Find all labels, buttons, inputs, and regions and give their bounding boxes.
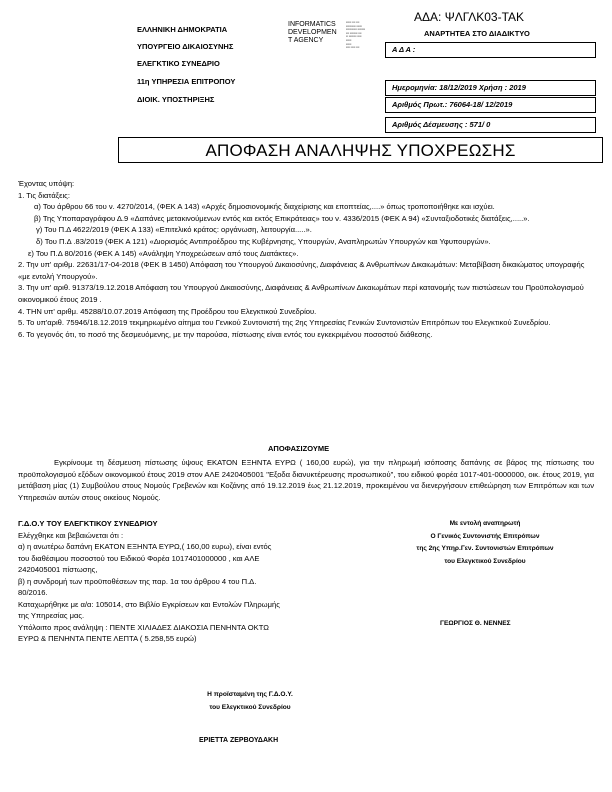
agency-line-2: DEVELOPMEN [288,29,337,36]
gdoy-line-2: α) η ανωτέρω δαπάνη ΕΚΑΤΟΝ ΕΞΗΝΤΑ ΕΥΡΩ,( 160,00 ευρω), είναι εντός του διαθέσιμου ποσοστού του Ειδικού Φορέα 1017401000000 , και ΑΛΕ 2420405001 πίστωσης, [18,542,272,574]
signatory-line-3: της 2ης Υπηρ.Γεν. Συντονιστών Επιτρόπων [416,545,554,552]
intro: Έχοντας υπόψη: [18,179,75,188]
header-line-5: ΔΙΟΙΚ. ΥΠΟΣΤΗΡΙΞΗΣ [137,95,215,104]
item-1b: β) Της Υποπαραγράφου Δ.9 «Δαπάνες μετακινούμενων εντός και εκτός Επικράτειας» του ν. 4336/2015 (ΦΕΚ Α 94) «Συνταξιοδοτικές διατάξεις,.....». [34,213,530,223]
finance-line-2: του Ελεγκτικού Συνεδρίου [209,704,291,711]
item-1: 1. Τις διατάξεις: [18,190,70,200]
gdoy-line-4: Καταχωρήθηκε με α/α: 105014, στο Βιβλίο Εγκρίσεων και Εντολών Πληρωμής της Υπηρεσίας μας. [18,599,280,620]
item-3: 3. Την υπ' αριθ. 91373/19.12.2018 Απόφαση του Υπουργού Δικαιοσύνης, Διαφάνειας & Ανθρωπίνων Δικαιωμάτων περί κατανομής των πιστώσεων του Προϋπολογισμού οικονομικού έτους 2019 . [18,283,584,304]
digital-signature-stamp: ▪▪▪▪▪ ▪▪▪ ▪▪▪ ▪▪▪▪▪▪▪▪▪ ▪▪▪▪▪ ▪▪▪▪▪▪▪▪▪▪ ▪▪▪▪▪▪▪ ▪▪▪ ▪▪▪▪▪▪▪ ▪▪▪ ▪▪ ▪▪▪▪▪▪▪ ▪▪▪▪ ▪▪▪▪▪ ▪▪▪▪▪ ▪▪▪▪ ▪▪▪▪ ▪▪▪ [346,20,365,50]
signatory-line-2: Ο Γενικός Συντονιστής Επιτρόπων [430,532,540,540]
item-5: 5. Το υπ'αριθ. 75946/18.12.2019 τεκμηριωμένο αίτημα του Γενικού Συντονιστή της 2ης Υπηρεσίας Γενικών Συντονιστών Επιτρόπων του Ελεγκτικού Συνεδρίου. [18,318,551,328]
header-line-4: 11η ΥΠΗΡΕΣΙΑ ΕΠΙΤΡΟΠΟΥ [137,77,236,86]
header-line-1: ΕΛΛΗΝΙΚΗ ΔΗΜΟΚΡΑΤΙΑ [137,25,228,34]
signatory-line-4: του Ελεγκτικού Συνεδρίου [444,557,526,565]
ada-box [385,42,596,58]
commitment-box [385,117,596,133]
gdoy-line-3: β) η συνδρομή των προϋποθέσεων της παρ. 1α του άρθρου 4 του Π.Δ. 80/2016. [18,576,257,597]
ada-box-label: Α Δ Α : [392,45,416,54]
gdoy-line-5: Υπόλοιπο προς ανάληψη : ΠΕΝΤΕ ΧΙΛΙΑΔΕΣ ΔΙΑΚΟΣΙΑ ΠΕΝΗΝΤΑ ΟΚΤΩ ΕΥΡΩ & ΠΕΝΗΝΤΑ ΠΕΝΤΕ ΛΕΠΤΑ ( 5.258,55 ευρώ) [18,622,269,643]
document-title: ΑΠΟΦΑΣΗ ΑΝΑΛΗΨΗΣ ΥΠΟΧΡΕΩΣΗΣ [118,137,603,163]
item-1c: γ) Του Π.Δ 4622/2019 (ΦΕΚ Α 133) «Επιτελικό κράτος: οργάνωση, λειτουργία.....». [36,225,312,235]
finance-head-block [150,688,350,714]
ada-code: ΑΔΑ: ΨΛΓΛΚ03-ΤΑΚ [414,10,525,24]
signatory-line-1: Με εντολή αναπηρωτή [449,520,521,527]
protocol-text: Αριθμός Πρωτ.: 76064-18/ 12/2019 [392,100,513,109]
header-line-2: ΥΠΟΥΡΓΕΙΟ ΔΙΚΑΙΟΣΥΝΗΣ [137,42,234,51]
considerations [18,178,594,340]
agency-line-3: T AGENCY [288,37,324,44]
item-2: 2. Την υπ' αριθμ. 22631/17-04-2018 (ΦΕΚ Β 1450) Απόφαση του Υπουργού Δικαιοσύνης, Διαφάνειας & Ανθρωπίνων Δικαιωμάτων: Μεταβίβαση δικαιώματος υπογραφής «με εντολή Υπουργού». [18,260,585,281]
commitment-text: Αριθμός Δέσμευσης : 571/ 0 [392,120,491,129]
date-box [385,80,596,96]
decision-paragraph [18,457,594,503]
header-line-3: ΕΛΕΓΚΤΙΚΟ ΣΥΝΕΔΡΙΟ [137,59,220,68]
item-6: 6. Το γεγονός ότι, το ποσό της δεσμευόμενης, με την παρούσα, πίστωσης είναι εντός του εγκεκριμένου ποσοστού διάθεσης. [18,329,433,339]
gdoy-certification [18,518,280,645]
gdoy-line-1: Ελέγχθηκε και βεβαιώνεται ότι : [18,530,124,540]
item-1a: α) Του άρθρου 66 του ν. 4270/2014, (ΦΕΚ Α 143) «Αρχές δημοσιονομικής διαχείρισης και εποπτείας,....» όπως τροποποιήθηκε και ισχύει. [34,202,495,212]
agency-line-1: INFORMATICS [288,21,336,28]
item-1e: ε) Του Π.Δ 80/2016 (ΦΕΚ Α 145) «Ανάληψη Υποχρεώσεων από τους Διατάκτες». [28,248,299,258]
finance-head-name: ΕΡΙΕΤΤΑ ΖΕΡΒΟΥΔΑΚΗ [199,737,279,744]
post-online-label: ΑΝΑΡΤΗΤΕΑ ΣΤΟ ΔΙΑΔΙΚΤΥΟ [424,29,530,38]
decision-heading: ΑΠΟΦΑΣΙΖΟΥΜΕ [268,444,330,453]
agency-logo [288,21,337,45]
signatory-name: ΓΕΩΡΓΙΟΣ Θ. ΝΕΝΝΕΣ [440,620,511,627]
finance-line-1: Η προϊσταμένη της Γ.Δ.Ο.Υ. [207,691,293,698]
date-text: Ημερομηνία: 18/12/2019 Χρήση : 2019 [392,83,526,92]
signatory-block [380,518,590,568]
item-4: 4. ΤΗΝ υπ' αριθμ. 45288/10.07.2019 Απόφαση της Προέδρου του Ελεγκτικού Συνεδρίου. [18,306,317,316]
gdoy-heading: Γ.Δ.Ο.Υ ΤΟΥ ΕΛΕΓΚΤΙΚΟΥ ΣΥΝΕΔΡΙΟΥ [18,519,158,528]
decision-text: Εγκρίνουμε τη δέσμευση πίστωσης ύψους ΕΚΑΤΟΝ ΕΞΗΝΤΑ ΕΥΡΩ ( 160,00 ευρώ), για την πληρωμή ισόποσης δαπάνης σε βάρος της πίστωσης του προϋπολογισμού εξόδων οικονομικού έτους 2019 στον ΑΛΕ 2420405001 "Εξοδα διανυκτέρευσης προσωπικού", του ειδικού φορέα 1017-401-0000000, οικ. έτους 2019, για μετάβαση μίας (1) Συμβούλου στους Νομούς Γρεβενών και Κοζάνης από 19.12.2019 έως 21.12.2019, προκειμένου να διενεργήσουν επιθεώρηση των Επιτρόπων και των Υπηρεσιών αυτών στους οικείους Νομούς. [18,458,594,502]
item-1d: δ) Του Π.Δ .83/2019 (ΦΕΚ Α 121) «Διορισμός Αντιπροέδρου της Κυβέρνησης, Υπουργών, Αναπληρωτών Υπουργών και Υφυπουργών». [36,236,491,246]
protocol-box [385,97,596,113]
